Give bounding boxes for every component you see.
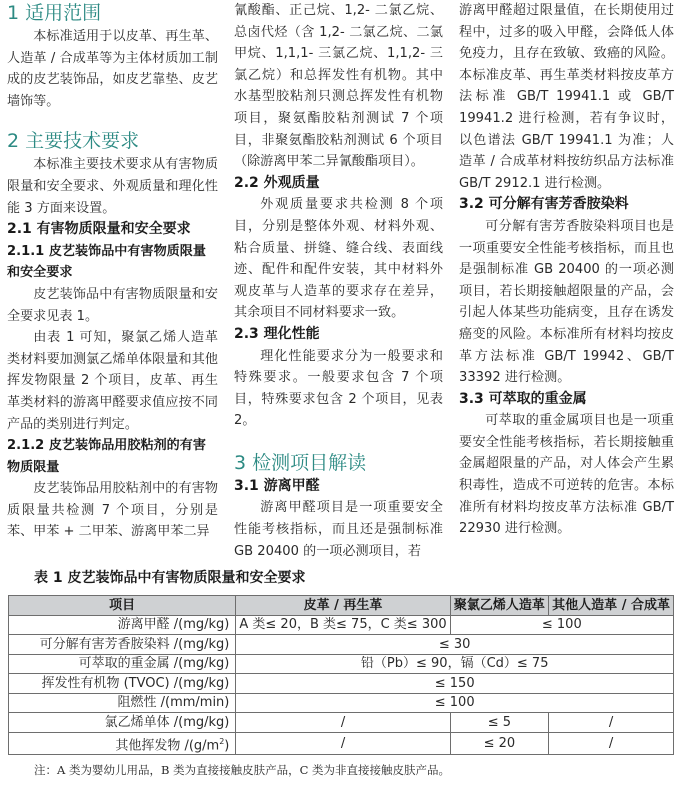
row-item: 可分解有害芳香胺染料 /(mg/kg)	[9, 635, 236, 655]
section-2-1-1-title: 2.1.1 皮艺装饰品中有害物质限量和安全要求	[7, 243, 206, 281]
row-item: 挥发性有机物 (TVOC) /(mg/kg)	[9, 674, 236, 694]
table-row	[9, 693, 674, 713]
row-value-leather: /	[236, 732, 450, 754]
table-header-row	[9, 596, 674, 616]
row-item	[9, 732, 236, 754]
section-2-title: 2 主要技术要求	[7, 130, 140, 153]
table-row	[9, 654, 674, 674]
table-title: 表 1 皮艺装饰品中有害物质限量和安全要求	[34, 570, 306, 586]
row-value-other: /	[549, 732, 674, 754]
table-row	[9, 615, 674, 635]
section-2-1-title: 2.1 有害物质限量和安全要求	[7, 221, 191, 238]
section-2-1-2-continued: 氰酸酯、正己烷、1,2- 二氯乙烷、总卤代烃（含 1,2- 二氯乙烷、二氯甲烷、1,1,1- 三氯乙烷、1,1,2- 三氯乙烷）和总挥发性有机物。其中水基型胶粘剂只测总挥发性有机物项目，聚氨酯胶粘剂测试 7 个项目，非聚氨酯胶粘剂测试 6 个项目（除游离甲苯二异氰酸酯项目）。	[234, 3, 443, 170]
section-2-1-2-paragraph: 皮艺装饰品用胶粘剂中的有害物质限量共检测 7 个项目，分别是苯、甲苯 + 二甲苯、游离甲苯二异	[7, 481, 218, 540]
row-value-synthetic: ≤ 100	[450, 615, 673, 635]
column-2	[234, 0, 443, 562]
section-1-title: 1 适用范围	[7, 2, 102, 24]
row-item-base: 其他挥发物 /(g/m	[115, 737, 220, 753]
header-leather: 皮革 / 再生革	[236, 596, 450, 616]
row-value-pvc: ≤ 5	[450, 713, 549, 733]
row-value-leather: A 类≤ 20，B 类≤ 75，C 类≤ 300	[236, 615, 450, 635]
section-3-1-title: 3.1 游离甲醛	[234, 477, 320, 494]
section-3-2-title: 3.2 可分解有害芳香胺染料	[459, 196, 629, 213]
table-row	[9, 713, 674, 733]
column-3	[459, 0, 674, 540]
row-item: 可萃取的重金属 /(mg/kg)	[9, 654, 236, 674]
row-item-tail: )	[224, 737, 230, 753]
section-3-1-continued: 游离甲醛超过限量值，在长期使用过程中，过多的吸入甲醛，会降低人体免疫力，且存在致敏、致癌的风险。本标准皮革、再生革类材料按皮革方法标准 GB/T 19941.1 或 GB/T 19941.2 进行检测，若有争议时，以色谱法 GB/T 19941.1 为准；人造革 / 合成革材料按纺织品方法标准 GB/T 2912.1 进行检测。	[459, 3, 674, 191]
row-value-all: 铅（Pb）≤ 90，镉（Cd）≤ 75	[236, 654, 674, 674]
section-3-1-paragraph: 游离甲醛项目是一项重要安全性能考核指标，而且还是强制标准 GB 20400 的一项必测项目，若	[234, 500, 443, 559]
section-2-1-2-title: 2.1.2 皮艺装饰品用胶粘剂的有害物质限量	[7, 438, 206, 475]
row-value-all: ≤ 100	[236, 693, 674, 713]
row-value-all: ≤ 150	[236, 674, 674, 694]
row-value-other: /	[549, 713, 674, 733]
column-1	[7, 0, 218, 543]
table-row	[9, 635, 674, 655]
section-2-1-1-paragraph-2: 由表 1 可知，聚氯乙烯人造革类材料要加测氯乙烯单体限量和其他挥发物限量 2 个项目，皮革、再生革类材料的游离甲醛要求值应按不同产品的类别进行判定。	[7, 330, 218, 432]
section-3-2-paragraph: 可分解有害芳香胺染料项目也是一项重要安全性能考核指标，而且也是强制标准 GB 20400 的一项必测项目，若长期接触超限量的产品，会引起人体某些功能病变，且存在诱发癌变的风险。本标准所有材料均按皮革方法标准 GB/T 19942、GB/T 33392 进行检测。	[459, 218, 674, 386]
row-item: 氯乙烯单体 /(mg/kg)	[9, 713, 236, 733]
section-1-paragraph: 本标准适用于以皮革、再生革、人造革 / 合成革等为主体材质加工制成的皮艺装饰品，如皮艺靠垫、皮艺墙饰等。	[7, 29, 218, 109]
row-item: 阻燃性 /(mm/min)	[9, 693, 236, 713]
table-note: 注：A 类为婴幼儿用品，B 类为直接接触皮肤产品，C 类为非直接接触皮肤产品。	[34, 763, 451, 777]
table-row	[9, 732, 674, 754]
section-2-3-title: 2.3 理化性能	[234, 325, 320, 342]
section-2-2-title: 2.2 外观质量	[234, 174, 320, 191]
row-value-all: ≤ 30	[236, 635, 674, 655]
hazard-limits-table	[8, 595, 674, 755]
row-value-leather: /	[236, 713, 450, 733]
section-3-3-paragraph: 可萃取的重金属项目也是一项重要安全性能考核指标，若长期接触重金属超限量的产品，对人体会产生累积毒性，造成不可逆转的危害。本标准所有材料均按皮革方法标准 GB/T 22930 进行检测。	[459, 413, 674, 537]
header-item: 项目	[9, 596, 236, 616]
section-2-3-paragraph: 理化性能要求分为一般要求和特殊要求。一般要求包含 7 个项目，特殊要求包含 2 个项目，见表 2。	[234, 348, 443, 429]
section-3-title: 3 检测项目解读	[234, 451, 367, 474]
header-pvc: 聚氯乙烯人造革	[450, 596, 549, 616]
header-other: 其他人造革 / 合成革	[549, 596, 674, 616]
section-2-1-1-paragraph-1: 皮艺装饰品中有害物质限量和安全要求见表 1。	[7, 286, 218, 324]
table-row	[9, 674, 674, 694]
row-item: 游离甲醛 /(mg/kg)	[9, 615, 236, 635]
section-2-2-paragraph: 外观质量要求共检测 8 个项目，分别是整体外观、材料外观、粘合质量、拼缝、缝合线、表面线迹、配件和配件安装，其中材料外观皮革与人造革的要求存在差异，其余项目不同材料要求一致。	[234, 197, 443, 321]
row-value-pvc: ≤ 20	[450, 732, 549, 754]
row-item-sup: 2	[219, 736, 225, 746]
section-2-paragraph: 本标准主要技术要求从有害物质限量和安全要求、外观质量和理化性能 3 方面来设置。	[7, 157, 218, 216]
section-3-3-title: 3.3 可萃取的重金属	[459, 390, 587, 407]
